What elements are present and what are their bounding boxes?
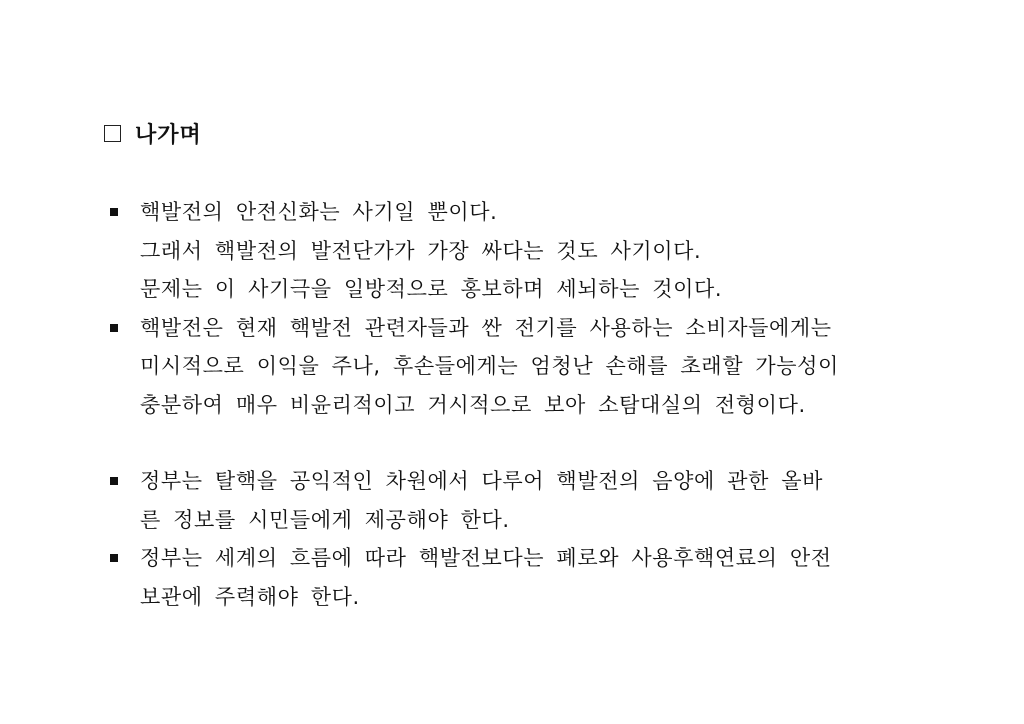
bullet-text-line: 보관에 주력해야 한다. <box>140 584 360 609</box>
square-bullet-icon <box>110 554 118 562</box>
bullet-text-line: 른 정보를 시민들에게 제공해야 한다. <box>140 507 510 532</box>
square-bullet-icon <box>110 324 118 332</box>
bullet-text-line: 정부는 세계의 흐름에 따라 핵발전보다는 폐로와 사용후핵연료의 안전 <box>140 546 832 570</box>
bullet-text-line: 미시적으로 이익을 주나, 후손들에게는 엄청난 손해를 초래할 가능성이 <box>140 354 839 378</box>
paragraph-gap <box>108 424 938 462</box>
bullet-item <box>108 462 938 539</box>
section-title: 나가며 <box>135 123 202 148</box>
bullet-text-line: 핵발전은 현재 핵발전 관련자들과 싼 전기를 사용하는 소비자들에게는 <box>140 315 832 340</box>
bullet-list <box>108 193 938 616</box>
square-bullet-icon <box>110 477 118 485</box>
bullet-item <box>108 309 938 425</box>
bullet-text-line: 핵발전의 안전신화는 사기일 뿐이다. <box>140 200 498 224</box>
bullet-text-line: 그래서 핵발전의 발전단가가 가장 싸다는 것도 사기이다. <box>140 238 702 263</box>
bullet-item <box>108 193 938 309</box>
bullet-text-line: 문제는 이 사기극을 일방적으로 홍보하며 세뇌하는 것이다. <box>140 277 723 301</box>
bullet-text-line: 정부는 탈핵을 공익적인 차원에서 다루어 핵발전의 음양에 관한 올바 <box>140 469 824 493</box>
empty-square-icon <box>104 125 121 142</box>
section-heading <box>104 118 202 149</box>
bullet-text-line: 충분하여 매우 비윤리적이고 거시적으로 보아 소탐대실의 전형이다. <box>140 392 806 417</box>
bullet-item <box>108 539 938 616</box>
square-bullet-icon <box>110 208 118 216</box>
